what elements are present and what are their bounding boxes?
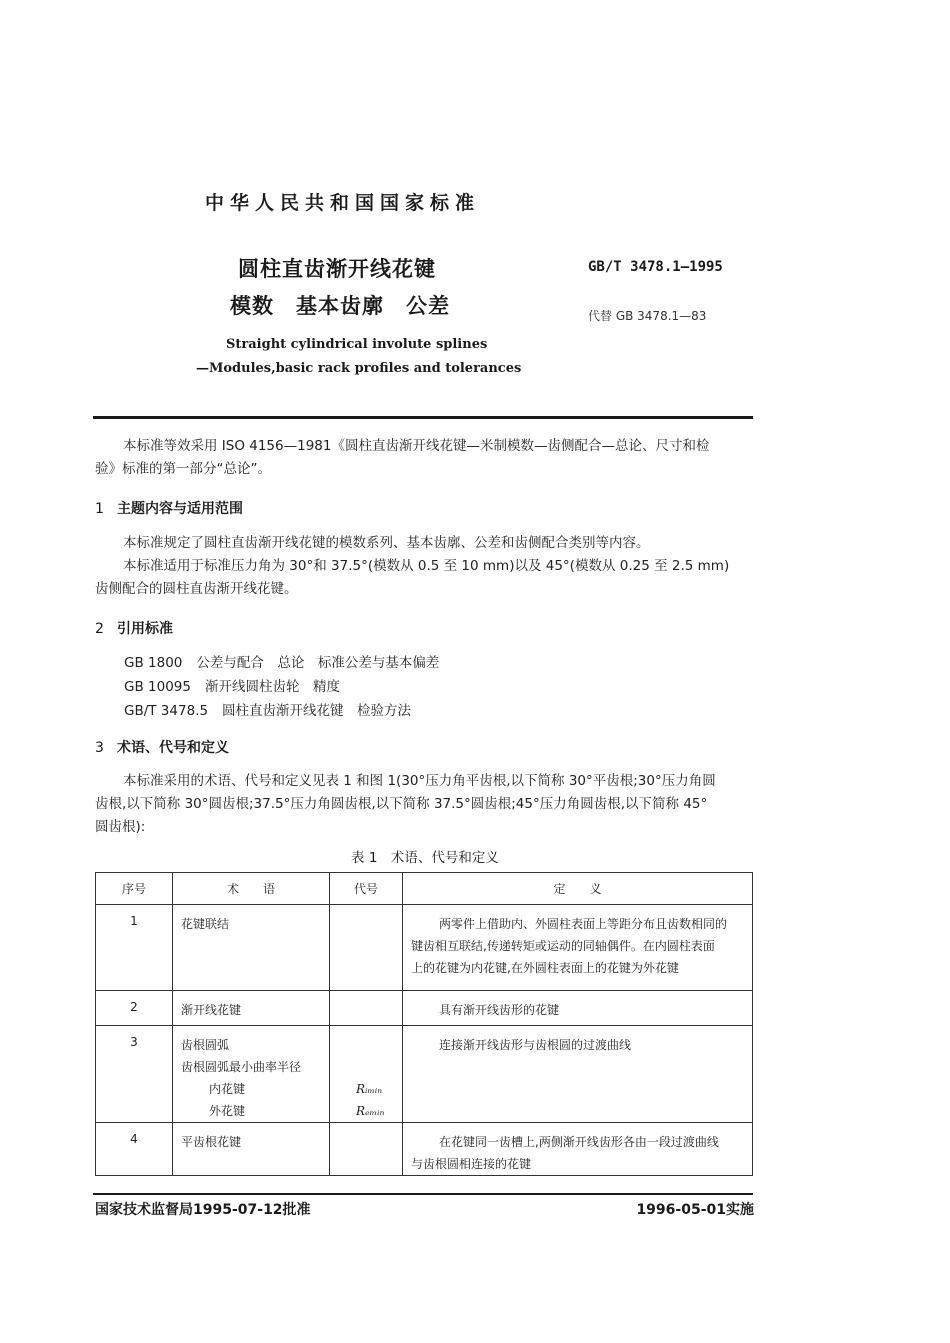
definition-line: 在花键同一齿槽上,两侧渐开线齿形各由一段过渡曲线 [439, 1135, 719, 1149]
standard-title-cn-line2: 模数 基本齿廓 公差 [230, 294, 450, 318]
paragraph-line: 齿根,以下简称 30°圆齿根;37.5°压力角圆齿根,以下简称 37.5°圆齿根;45°压力角圆齿根,以下简称 45° [95, 796, 708, 812]
row-symbol [330, 1026, 403, 1123]
symbol-text [330, 1034, 402, 1056]
definition-line: 上的花键为内花键,在外圆柱表面上的花键为外花键 [411, 961, 679, 975]
reference-title: 圆柱直齿渐开线花键 检验方法 [222, 703, 412, 719]
approval-note: 国家技术监督局1995-07-12批准 [95, 1202, 311, 1218]
row-term [173, 1123, 330, 1176]
standard-title-en-line2: —Modules,basic rack profiles and tolerances [196, 361, 522, 376]
header-definition: 定 义 [403, 873, 753, 905]
table-row [96, 1123, 753, 1176]
definition-line: 两零件上借助内、外圆柱表面上等距分布且齿数相同的 [439, 917, 728, 931]
definition-line: 具有渐开线齿形的花键 [439, 1003, 560, 1017]
paragraph-line: 本标准采用的术语、代号和定义见表 1 和图 1(30°压力角平齿根,以下简称 30°平齿根;30°压力角圆 [123, 773, 716, 789]
definition-line: 与齿根圆相连接的花键 [411, 1157, 532, 1171]
paragraph-line: 本标准规定了圆柱直齿渐开线花键的模数系列、基本齿廓、公差和齿侧配合类别等内容。 [123, 535, 650, 551]
definition-line: 键齿相互联结,传递转矩或运动的同轴偶件。在内圆柱表面 [411, 939, 715, 953]
country-standard-heading: 中华人民共和国国家标准 [205, 192, 481, 214]
section-title: 主题内容与适用范围 [117, 501, 243, 517]
paragraph-line: 圆齿根): [95, 819, 146, 835]
header-no: 序号 [96, 873, 173, 905]
table-row [96, 991, 753, 1026]
row-term [173, 991, 330, 1026]
term-text: 渐开线花键 [181, 1003, 242, 1017]
section-number: 1 [95, 501, 104, 517]
table-row [96, 1026, 753, 1123]
table-caption: 表 1 术语、代号和定义 [351, 850, 499, 866]
row-definition [403, 1026, 753, 1123]
row-number: 2 [96, 991, 173, 1026]
section-3-heading [95, 737, 229, 757]
row-number: 4 [96, 1123, 173, 1176]
symbol-text: Rᵢₘᵢₙ [356, 1082, 383, 1096]
symbol-text: Rₑₘᵢₙ [356, 1104, 385, 1118]
row-definition [403, 905, 753, 991]
reference-item [124, 651, 453, 675]
reference-code: GB 1800 [124, 655, 183, 671]
row-symbol [330, 991, 403, 1026]
term-text: 平齿根花键 [181, 1135, 242, 1149]
section-1-body [95, 532, 755, 601]
footer-rule [93, 1193, 753, 1195]
implementation-date: 1996-05-01实施 [636, 1202, 754, 1218]
row-number: 1 [96, 905, 173, 991]
row-symbol [330, 1123, 403, 1176]
section-number: 3 [95, 740, 104, 756]
reference-item [124, 675, 453, 699]
header-symbol: 代号 [330, 873, 403, 905]
section-2-heading [95, 618, 173, 638]
row-definition [403, 991, 753, 1026]
term-text: 齿根圆弧最小曲率半径 [181, 1060, 302, 1074]
reference-title: 渐开线圆柱齿轮 精度 [204, 679, 340, 695]
standard-title-cn-line1: 圆柱直齿渐开线花键 [238, 257, 436, 281]
paragraph-line: 齿侧配合的圆柱直齿渐开线花键。 [95, 581, 298, 597]
section-1-heading [95, 498, 243, 518]
standard-title-en-line1: Straight cylindrical involute splines [226, 337, 488, 352]
table-header-row [96, 873, 753, 905]
reference-list [124, 651, 453, 723]
section-title: 术语、代号和定义 [117, 740, 229, 756]
reference-code: GB 10095 [124, 679, 191, 695]
row-symbol [330, 905, 403, 991]
row-term [173, 1026, 330, 1123]
term-text: 花键联结 [181, 917, 230, 931]
row-term [173, 905, 330, 991]
row-definition [403, 1123, 753, 1176]
definitions-table [95, 872, 753, 1176]
section-number: 2 [95, 621, 104, 637]
symbol-text [330, 1056, 402, 1078]
reference-title: 公差与配合 总论 标准公差与基本偏差 [196, 655, 440, 671]
intro-line2: 验》标准的第一部分“总论”。 [95, 461, 271, 477]
paragraph-line: 本标准适用于标准压力角为 30°和 37.5°(模数从 0.5 至 10 mm)以及 45°(模数从 0.25 至 2.5 mm) [123, 558, 730, 574]
header-rule [93, 416, 753, 419]
table-row [96, 905, 753, 991]
standard-number: GB/T 3478.1—1995 [588, 259, 723, 275]
header-term: 术 语 [173, 873, 330, 905]
replaces-standard: 代替 GB 3478.1—83 [588, 309, 707, 323]
intro-line1: 本标准等效采用 ISO 4156—1981《圆柱直齿渐开线花键—米制模数—齿侧配合—总论、尺寸和检 [123, 438, 710, 454]
intro-paragraph [95, 435, 755, 481]
reference-item [124, 699, 453, 723]
reference-code: GB/T 3478.5 [124, 703, 209, 719]
term-text: 外花键 [209, 1104, 246, 1118]
section-3-body [95, 770, 755, 839]
term-text: 内花键 [209, 1082, 246, 1096]
row-number: 3 [96, 1026, 173, 1123]
term-text: 齿根圆弧 [181, 1038, 230, 1052]
section-title: 引用标准 [117, 621, 173, 637]
definition-line: 连接渐开线齿形与齿根圆的过渡曲线 [439, 1038, 632, 1052]
